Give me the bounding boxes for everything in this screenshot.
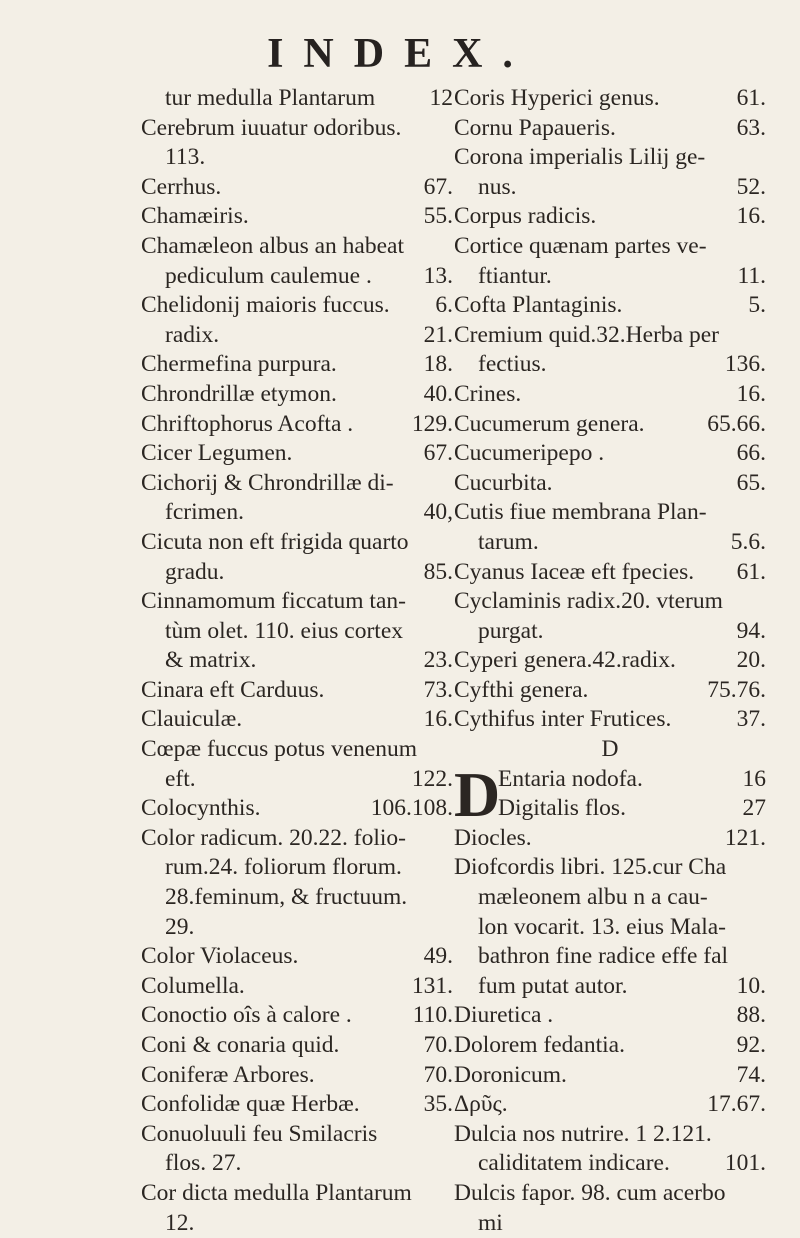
entry-text: purgat. <box>478 617 544 644</box>
page-reference: 92. <box>736 1032 766 1058</box>
index-entry <box>454 114 766 144</box>
entry-text: Dolorem fedantia. <box>454 1032 625 1058</box>
index-entry <box>454 262 766 292</box>
index-entry <box>141 528 453 558</box>
entry-text: Cucumeripepo . <box>454 440 605 467</box>
index-entry <box>141 143 453 173</box>
entry-text: bathron fine radice effe fal <box>478 943 729 970</box>
entry-text: Chelidonij maioris fuccus. <box>141 292 390 319</box>
page-reference: 52. <box>736 173 766 200</box>
entry-text: Cremium quid.32.Herba per <box>454 321 719 348</box>
index-entry <box>141 350 453 380</box>
entry-text: Dulcis fapor. 98. cum acerbo <box>454 1179 726 1206</box>
index-entry <box>454 173 766 203</box>
index-entry <box>454 469 766 499</box>
left-column <box>141 84 453 1238</box>
entry-text: tarum. <box>478 528 539 555</box>
index-entry <box>141 321 453 351</box>
index-entry <box>141 114 453 144</box>
entry-text: Chrondrillæ etymon. <box>141 380 337 407</box>
index-entry <box>454 913 766 943</box>
page-reference: 6. <box>435 292 453 319</box>
entry-text: Cyfthi genera. <box>454 676 589 703</box>
index-entry <box>141 794 453 824</box>
page-reference: 65.66. <box>707 410 766 437</box>
page-reference: 70. <box>423 1032 453 1058</box>
entry-text: Cortice quænam partes ve- <box>454 232 707 259</box>
index-entry <box>454 853 766 883</box>
index-entry <box>141 617 453 647</box>
index-entry <box>454 410 766 440</box>
index-entry <box>141 1001 453 1031</box>
index-entry <box>141 291 453 321</box>
page-reference: 40, <box>423 499 453 526</box>
page-reference: 18. <box>423 351 453 378</box>
entry-text: lon vocarit. 13. eius Mala- <box>478 913 726 940</box>
index-entry <box>454 558 766 588</box>
index-entry <box>141 202 453 232</box>
entry-text: rum.24. foliorum florum. <box>165 854 402 881</box>
page-reference: 16. <box>736 203 766 230</box>
entry-text: Confolidæ quæ Herbæ. <box>141 1091 360 1118</box>
page-reference: 40. <box>423 380 453 407</box>
index-entry <box>141 173 453 203</box>
index-entry <box>454 1179 766 1209</box>
index-entry <box>141 232 453 262</box>
page-title: INDEX. <box>267 31 533 77</box>
entry-text: Cucurbita. <box>454 469 553 496</box>
index-entry <box>141 972 453 1002</box>
page-reference: 20. <box>736 647 766 674</box>
index-entry <box>454 942 766 972</box>
index-entry <box>141 735 453 765</box>
index-entry <box>141 676 453 706</box>
entry-text: Clauiculæ. <box>141 706 243 733</box>
page-reference: 73. <box>423 676 453 703</box>
entry-text: Cœpæ fuccus potus venenum <box>141 736 418 763</box>
entry-text: radix. <box>165 321 220 348</box>
index-entry <box>454 321 766 351</box>
entry-text: fectius. <box>478 351 547 378</box>
entry-text: Coniferæ Arbores. <box>141 1061 315 1088</box>
page-reference: 121. <box>724 824 766 851</box>
index-entry <box>141 1031 453 1061</box>
index-entry <box>454 883 766 913</box>
page-reference: 49. <box>423 943 453 970</box>
entry-text: 29. <box>165 913 195 940</box>
index-entry <box>141 1179 453 1209</box>
page-reference: 16 <box>742 765 766 792</box>
entry-text: ftiantur. <box>478 262 552 289</box>
index-entry <box>141 587 453 617</box>
index-entry <box>454 1061 766 1091</box>
entry-text: gradu. <box>165 558 225 585</box>
entry-text: nus. <box>478 173 517 200</box>
page-reference: 16. <box>736 380 766 407</box>
index-entry <box>454 646 766 676</box>
entry-text: Cofta Plantaginis. <box>454 292 623 319</box>
index-entry <box>141 262 453 292</box>
entry-text: caliditatem indicare. <box>478 1150 670 1177</box>
entry-text: fum putat autor. <box>478 972 628 999</box>
page-reference: 27 <box>742 795 766 822</box>
entry-text: mæleonem albu n a cau- <box>478 884 708 911</box>
entry-text: Conuoluuli feu Smilacris <box>141 1120 378 1147</box>
page-reference: 66. <box>736 440 766 467</box>
index-entry <box>141 558 453 588</box>
entry-text: Coni & conaria quid. <box>141 1032 340 1058</box>
entry-text: Chriftophorus Acofta . <box>141 410 354 437</box>
index-entry <box>141 705 453 735</box>
entry-text: & matrix. <box>165 647 257 674</box>
entry-text: Entaria nodofa. <box>498 765 643 792</box>
entry-text: Cyanus Iaceæ eft fpecies. <box>454 558 695 585</box>
entry-text: Colocynthis. <box>141 795 261 822</box>
entry-text: Cichorij & Chrondrillæ di- <box>141 469 394 496</box>
entry-text: tur medulla Plantarum <box>165 85 376 111</box>
index-entry <box>454 202 766 232</box>
index-entry <box>141 646 453 676</box>
page-reference: 122. <box>411 765 453 792</box>
page-reference: 129. <box>411 410 453 437</box>
page-reference: 88. <box>736 1002 766 1029</box>
index-entry <box>454 1149 766 1179</box>
page-reference: 101. <box>724 1150 766 1177</box>
page-reference: 136. <box>724 351 766 378</box>
page-reference: 55. <box>423 203 453 230</box>
index-entry <box>141 469 453 499</box>
index-entry <box>141 498 453 528</box>
entry-text: Chermefina purpura. <box>141 351 337 378</box>
index-entry <box>454 232 766 262</box>
entry-text: Diuretica . <box>454 1002 554 1029</box>
entry-text: 113. <box>165 144 206 171</box>
entry-text: tùm olet. 110. eius cortex <box>165 617 403 644</box>
index-entry <box>141 1209 453 1238</box>
page-reference: 35. <box>423 1091 453 1118</box>
index-entry <box>454 824 766 854</box>
entry-text: Cutis fiue membrana Plan- <box>454 499 707 526</box>
page-reference: 21. <box>423 321 453 348</box>
index-entry <box>454 1090 766 1120</box>
page-reference: 5. <box>748 292 766 319</box>
index-entry <box>141 824 453 854</box>
index-entry <box>454 705 766 735</box>
page-reference: 61. <box>736 558 766 585</box>
index-entry <box>454 84 766 114</box>
index-entry <box>454 587 766 617</box>
entry-text: Digitalis flos. <box>498 795 626 822</box>
entry-text: Chamæleon albus an habeat <box>141 232 404 259</box>
index-entry <box>454 972 766 1002</box>
entry-text: Diofcordis libri. 125.cur Cha <box>454 854 727 881</box>
index-entry <box>141 765 453 795</box>
entry-text: pediculum caulemue . <box>165 262 372 289</box>
index-entry <box>454 380 766 410</box>
entry-text: Corpus radicis. <box>454 203 597 230</box>
index-entry <box>141 883 453 913</box>
entry-text: Chamæiris. <box>141 203 249 230</box>
index-entry <box>141 913 453 943</box>
entry-text: Cicer Legumen. <box>141 440 293 467</box>
page-reference: 13. <box>423 262 453 289</box>
index-entry <box>454 735 766 765</box>
index-entry <box>141 942 453 972</box>
page-reference: 110. <box>412 1002 453 1029</box>
entry-text: 28.feminum, & fructuum. <box>165 884 408 911</box>
page-reference: 17.67. <box>707 1091 766 1118</box>
page-reference: 70. <box>423 1061 453 1088</box>
index-entry <box>454 1001 766 1031</box>
index-entry <box>141 1090 453 1120</box>
index-entry <box>141 380 453 410</box>
page-reference: 11. <box>737 262 766 289</box>
entry-text: Corona imperialis Lilij ge- <box>454 144 706 171</box>
index-entry <box>454 143 766 173</box>
index-entry <box>454 350 766 380</box>
index-entry <box>141 439 453 469</box>
entry-text: Doronicum. <box>454 1061 567 1088</box>
index-entry <box>454 617 766 647</box>
index-entry <box>454 291 766 321</box>
entry-text: Diocles. <box>454 824 532 851</box>
index-entry <box>454 676 766 706</box>
entry-text: Cornu Papaueris. <box>454 114 616 141</box>
page-reference: 5.6. <box>730 528 766 555</box>
entry-text: 12. <box>165 1209 195 1236</box>
index-entry <box>454 498 766 528</box>
entry-text: Cerebrum iuuatur odoribus. <box>141 114 402 141</box>
entry-text: Dulcia nos nutrire. 1 2.121. <box>454 1120 712 1147</box>
entry-text: Cinara eft Carduus. <box>141 676 325 703</box>
page-reference: 106.108. <box>370 795 453 822</box>
drop-capital: D <box>454 758 501 830</box>
entry-text: Coris Hyperici genus. <box>454 85 660 111</box>
entry-text: Cyperi genera.42.radix. <box>454 647 676 674</box>
page-reference: 75.76. <box>707 676 766 703</box>
entry-text: Conoctio oîs à calore . <box>141 1002 352 1029</box>
entry-text: Cyclaminis radix.20. vterum <box>454 588 723 615</box>
page-reference: 37. <box>736 706 766 733</box>
entry-text: Cicuta non eft frigida quarto <box>141 528 409 555</box>
index-entry <box>141 84 453 114</box>
index-entry <box>454 439 766 469</box>
section-letter: D <box>601 736 619 763</box>
entry-text: Cucumerum genera. <box>454 410 645 437</box>
entry-text: mi <box>478 1209 503 1236</box>
entry-text: flos. 27. <box>165 1150 242 1177</box>
page-reference: 61. <box>736 85 766 111</box>
index-entry <box>141 1149 453 1179</box>
index-entry <box>141 853 453 883</box>
index-entry <box>454 1031 766 1061</box>
page-reference: 67. <box>423 173 453 200</box>
index-entry <box>454 528 766 558</box>
page-reference: 94. <box>736 617 766 644</box>
page-reference: 16. <box>423 706 453 733</box>
index-entry <box>454 794 766 824</box>
entry-text: eft. <box>165 765 196 792</box>
page-reference: 85. <box>423 558 453 585</box>
page-reference: 131. <box>411 972 453 999</box>
page-reference: 10. <box>736 972 766 999</box>
page-reference: 12 <box>429 85 453 111</box>
entry-text: fcrimen. <box>165 499 244 526</box>
entry-text: Cinnamomum ficcatum tan- <box>141 588 406 615</box>
index-entry <box>141 1061 453 1091</box>
entry-text: Cor dicta medulla Plantarum <box>141 1179 412 1206</box>
entry-text: Color radicum. 20.22. folio- <box>141 824 406 851</box>
entry-text: Δρῦς. <box>454 1091 508 1118</box>
index-entry <box>141 1120 453 1150</box>
page-reference: 65. <box>736 469 766 496</box>
entry-text: Crines. <box>454 380 522 407</box>
index-entry <box>141 410 453 440</box>
index-entry <box>454 1120 766 1150</box>
page-reference: 67. <box>423 440 453 467</box>
page-reference: 74. <box>736 1061 766 1088</box>
page-reference: 23. <box>423 647 453 674</box>
page-reference: 63. <box>736 114 766 141</box>
entry-text: Cerrhus. <box>141 173 222 200</box>
entry-text: Columella. <box>141 972 245 999</box>
entry-text: Color Violaceus. <box>141 943 299 970</box>
entry-text: Cythifus inter Frutices. <box>454 706 672 733</box>
right-column <box>454 84 766 1238</box>
index-entry <box>454 1209 766 1238</box>
